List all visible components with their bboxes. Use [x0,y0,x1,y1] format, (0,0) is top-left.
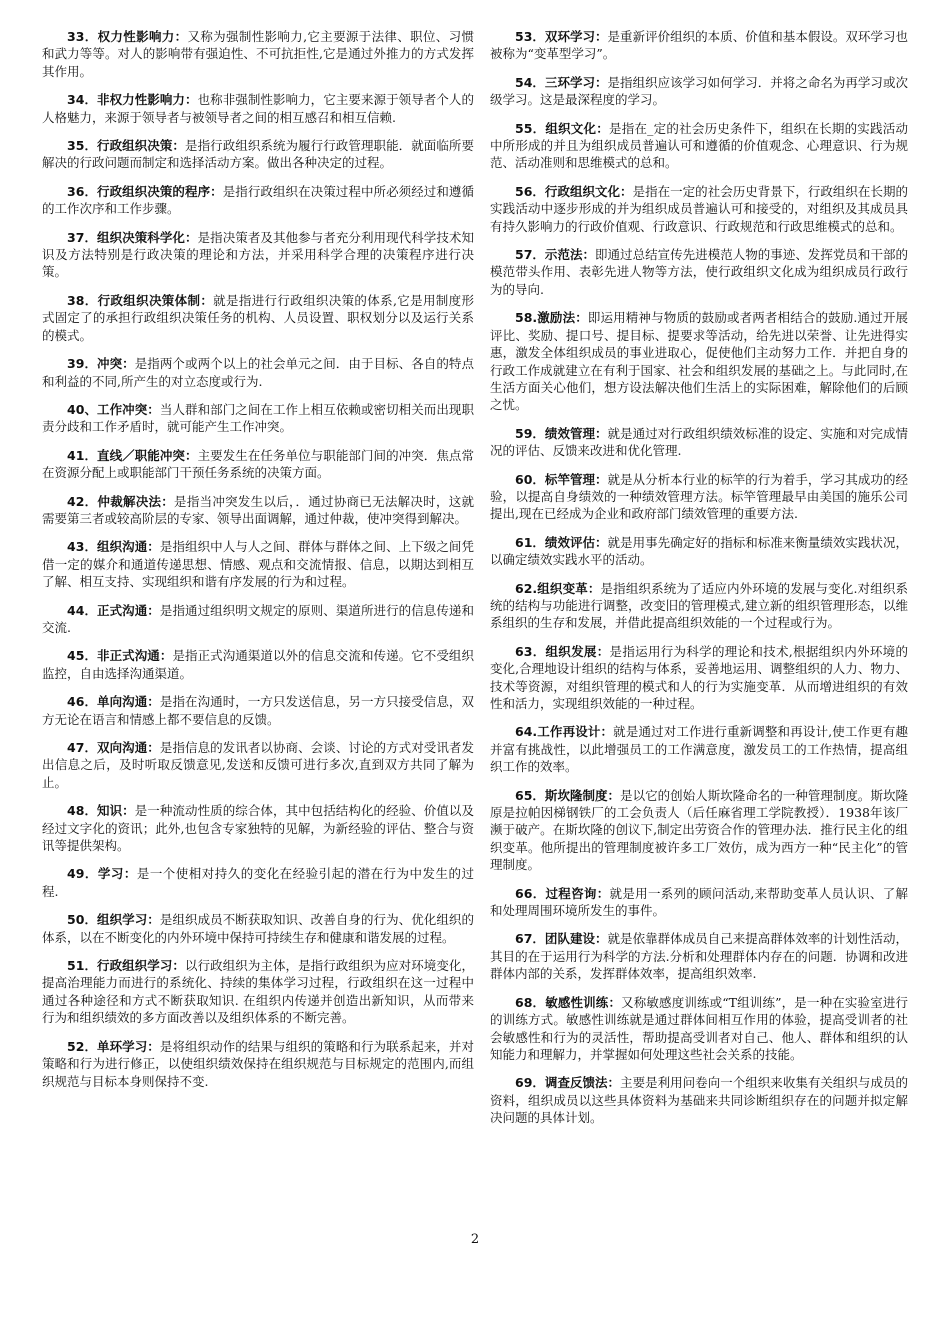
left-column [42,28,474,1101]
definition-68: 又称敏感度训练或“T组训练”，是一种在实验室进行的训练方式。敏感性训练就是通过群体间相互作用的体验，提高受训者的社会敏感性和行为的灵活性，帮助提高受训者对自己、他人、群体和组织的认知能力和理解力，并掌握如何处理这些社会关系的技能。 [490,994,908,1062]
term-46: 46．单向沟通： [67,694,160,710]
definition-55: 是指在_定的社会历史条件下，组织在长期的实践活动中所形成的并且为组织成员普遍认可和遵循的价值观念、心理意识、行为规范、活动准则和思维模式的总和。 [490,120,908,171]
entry-68 [490,994,908,1064]
term-69: 69．调查反馈法： [515,1075,621,1091]
term-59: 59．绩效管理： [515,425,608,441]
term-35: 35．行政组织决策： [67,138,185,154]
definition-36: 是指行政组织在决策过程中所必须经过和遵循的工作次序和工作步骤。 [42,183,474,217]
term-38: 38．行政组织决策体制： [67,292,214,308]
entry-49 [42,865,474,900]
entry-56 [490,183,908,235]
definition-33: 又称为强制性影响力,它主要源于法律、职位、习惯和武力等等。对人的影响带有强迫性、不可抗拒性,它是通过外推力的方式发挥其作用。 [42,29,474,79]
definition-49: 是一个使相对持久的变化在经验引起的潜在行为中发生的过程. [42,866,474,899]
page-number: 2 [470,1232,480,1247]
entry-44 [42,602,474,637]
definition-45: 是指正式沟通渠道以外的信息交流和传递。它不受组织监控，自由选择沟通渠道。 [42,648,474,681]
term-41: 41．直线／职能冲突： [67,447,198,463]
entry-33 [42,28,474,80]
term-49: 49．学习： [67,866,137,882]
entry-64 [490,723,908,775]
entry-43 [42,538,474,590]
entry-37 [42,229,474,281]
term-40: 40、工作冲突： [67,401,160,417]
term-43: 43．组织沟通： [67,539,160,555]
definition-61: 就是用事先确定好的指标和标准来衡量绩效实践状况，以确定绩效实践水平的活动。 [490,534,908,568]
definition-60: 就是从分析本行业的标竿的行为着手，学习其成功的经验，以提高自身绩效的一种绩效管理方法。标竿管理最早由美国的施乐公司提出,现在已经成为企业和政府部门绩效管理的重要方法. [490,471,908,522]
entry-40 [42,401,474,436]
entry-67 [490,930,908,982]
term-63: 63．组织发展： [515,643,610,659]
entry-41 [42,447,474,482]
term-68: 68．敏感性训练： [515,994,622,1010]
definition-53: 是重新评价组织的本质、价值和基本假设。双环学习也被称为“变革型学习”。 [490,29,908,62]
term-48: 48．知识： [67,803,135,819]
term-37: 37．组织决策科学化： [67,229,198,245]
term-55: 55．组织文化： [515,120,609,136]
entry-38 [42,292,474,344]
definition-48: 是一种流动性质的综合体，其中包括结构化的经验、价值以及经过文字化的资讯；此外,也包含专家独特的见解，为新经验的评估、整合与资讯等提供架构。 [42,803,474,854]
entry-51 [42,957,474,1027]
definition-54: 是指组织应该学习如何学习．并将之命名为再学习或次级学习。这是最深程度的学习。 [490,74,908,108]
definition-51: 以行政组织为主体，是指行政组织为应对环境变化，提高治理能力而进行的系统化、持续的集体学习过程，行政组织在这一过程中通过各种途径和方式不断获取知识. 在组织内传递并创造出新知识，从而带来行为和组织绩效的多方面改善以及组织体系的不断完善。 [42,958,474,1026]
definition-66: 就是用一系列的顾问活动,来帮助变革人员认识、了解和处理周围环境所发生的事件。 [490,885,908,919]
term-47: 47．双向沟通： [67,740,160,755]
term-45: 45．非正式沟通： [67,648,173,664]
entry-36 [42,183,474,218]
term-61: 61．绩效评估： [515,534,608,550]
term-54: 54．三环学习： [515,74,608,90]
term-50: 50．组织学习： [67,912,160,928]
definition-63: 是指运用行为科学的理论和技术,根据组织内外环境的变化,合理地设计组织的结构与体系，妥善地运用、调整组织的人力、物力、技术等资源，对组织管理的模式和人的行为实施变革．从而增进组织的有效性和活力，实现组织效能的一种过程。 [490,643,908,711]
entry-50 [42,911,474,946]
definition-41: 主要发生在任务单位与职能部门间的冲突．焦点常在资源分配上或职能部门干预任务系统的决策方面。 [42,447,474,481]
definition-37: 是指决策者及其他参与者充分利用现代科学技术知识及方法特别是行政决策的理论和方法，并采用科学合理的决策程序进行决策。 [42,229,474,280]
definition-39: 是指两个或两个以上的社会单元之间．由于目标、各自的特点和利益的不同,所产生的对立态度或行为. [42,356,474,389]
right-column [490,28,908,1138]
term-52: 52．单环学习： [67,1038,160,1054]
entry-42 [42,493,474,528]
definition-65: 是以它的创始人斯坎隆命名的一种管理制度。斯坎隆原是拉帕因梯钢铁厂的工会负责人（后任麻省理工学院教授）．1938年该厂濒于破产。在斯坎隆的创议下,制定出劳资合作的管理办法．推行民主化的组织变革。他所提出的管理制度被许多工厂效仿，成为西方一种“民主化”的管理制度。 [490,787,908,873]
definition-64: 就是通过对工作进行重新调整和再设计,使工作更有趣并富有挑战性，以此增强员工的工作满意度，激发员工的工作热情，提高组织工作的效率。 [490,724,908,775]
entry-45 [42,647,474,682]
definition-56: 是指在一定的社会历史背景下，行政组织在长期的实践活动中逐步形成的并为组织成员普遍认可和接受的，对组织及其成员具有持久影响力的行政价值观、行政意识、行政规范和行政思维模式的总和。 [490,183,908,234]
definition-47: 是指信息的发讯者以协商、会谈、讨论的方式对受讯者发出信息之后，及时听取反馈意见,发送和反馈可进行多次,直到双方共同了解为止。 [42,740,474,790]
definition-34: 也称非强制性影响力，它主要来源于领导者个人的人格魅力，来源于领导者与被领导者之间的相互感召和相互信赖. [42,92,474,125]
term-39: 39．冲突： [67,356,135,372]
term-33: 33．权力性影响力： [67,29,188,44]
entry-66 [490,885,908,920]
term-64: 64.工作再设计： [515,724,614,740]
definition-35: 是指行政组织系统为履行行政管理职能．就面临所要解决的行政问题而制定和选择活动方案。做出各种决定的过程。 [42,138,474,171]
term-66: 66．过程咨询： [515,885,610,901]
term-53: 53．双环学习： [515,29,608,44]
definition-57: 即通过总结宣传先进模范人物的事迹、发挥党员和干部的模范带头作用、表彰先进人物等方法，使行政组织文化成为组织成员行政行为的导向. [490,247,908,297]
term-56: 56．行政组织文化： [515,183,633,199]
entry-63 [490,643,908,713]
term-65: 65．斯坎隆制度： [515,787,621,803]
definition-46: 是指在沟通时，一方只发送信息，另一方只接受信息，双方无论在语言和情感上都不要信息的反馈。 [42,694,474,727]
term-51: 51．行政组织学习： [67,958,185,974]
term-60: 60．标竿管理： [515,471,608,487]
entry-61 [490,534,908,569]
entry-46 [42,693,474,728]
definition-58: 即运用精神与物质的鼓励或者两者相结合的鼓励.通过开展评比、奖励、提口号、提目标、提要求等活动，给先进以荣誉、让先进得实惠，激发全体组织成员的事业进取心，促使他们主动努力工作．并把自身的行政工作成就建立在有利于国家、社会和组织发展的基础之上。与此同时,在生活方面关心他们，想方设法解决他们生活上的实际困难，解除他们的后顾之忧。 [490,310,908,413]
entry-53 [490,28,908,63]
term-57: 57．示范法： [515,247,596,263]
definition-44: 是指通过组织明文规定的原则、渠道所进行的信息传递和交流. [42,602,474,635]
definition-42: 是指当冲突发生以后，．通过协商已无法解决时，这就需要第三者或较高阶层的专家、领导出面调解，通过仲裁，使冲突得到解决。 [42,493,474,526]
definition-43: 是指组织中人与人之间、群体与群体之间、上下级之间凭借一定的媒介和通道传递思想、情感、观点和交流情报、信息，以期达到相互了解、相互支持、实现组织和谐有序发展的行为和过程。 [42,539,474,590]
definition-69: 主要是利用问卷向一个组织来收集有关组织与成员的资料，组织成员以这些具体资料为基础来共同诊断组织存在的问题并拟定解决问题的具体计划。 [490,1075,908,1126]
term-34: 34．非权力性影响力： [67,92,198,108]
entry-69 [490,1074,908,1126]
definition-67: 就是依靠群体成员自己来提高群体效率的计划性活动，其目的在于运用行为科学的方法.分析和处理群体内存在的问题．协调和改进群体内部的关系，发挥群体效率，提高组织效率. [490,931,908,982]
term-42: 42．仲裁解决法： [67,493,175,509]
term-62: 62.组织变革： [515,580,601,596]
term-58: 58.激励法： [515,310,588,326]
term-67: 67．团队建设： [515,931,608,947]
definition-62: 是指组织系统为了适应内外环境的发展与变化.对组织系统的结构与功能进行调整，改变旧的管理模式,建立新的组织管理形态，以维系组织的生存和发展，并借此提高组织效能的一个过程或行为。 [490,580,908,631]
entry-34 [42,91,474,126]
entry-48 [42,802,474,854]
term-44: 44．正式沟通： [67,602,160,618]
entry-52 [42,1038,474,1090]
definition-52: 是将组织动作的结果与组织的策略和行为联系起来，并对策略和行为进行修正，以使组织绩效保持在组织规范与目标规定的范围内,而组织规范与目标本身则保持不变. [42,1038,474,1089]
entry-58 [490,309,908,413]
definition-40: 当人群和部门之间在工作上相互依赖或密切相关而出现职责分歧和工作矛盾时，就可能产生工作冲突。 [42,401,474,435]
entry-57 [490,246,908,298]
entry-59 [490,425,908,460]
definition-38: 就是指进行行政组织决策的体系,它是用制度形式固定了的承担行政组织决策任务的机构、人员设置、职权划分以及运行关系的模式。 [42,292,474,343]
entry-65 [490,787,908,874]
definition-50: 是组织成员不断获取知识、改善自身的行为、优化组织的体系，以在不断变化的内外环境中保持可持续生存和健康和谐发展的过程。 [42,912,474,945]
entry-47 [42,739,474,791]
definition-59: 就是通过对行政组织绩效标准的设定、实施和对完成情况的评估、反馈来改进和优化管理. [490,425,908,459]
entry-39 [42,355,474,390]
entry-54 [490,74,908,109]
term-36: 36．行政组织决策的程序： [67,183,223,199]
entry-62 [490,580,908,632]
entry-55 [490,120,908,172]
entry-35 [42,137,474,172]
entry-60 [490,471,908,523]
